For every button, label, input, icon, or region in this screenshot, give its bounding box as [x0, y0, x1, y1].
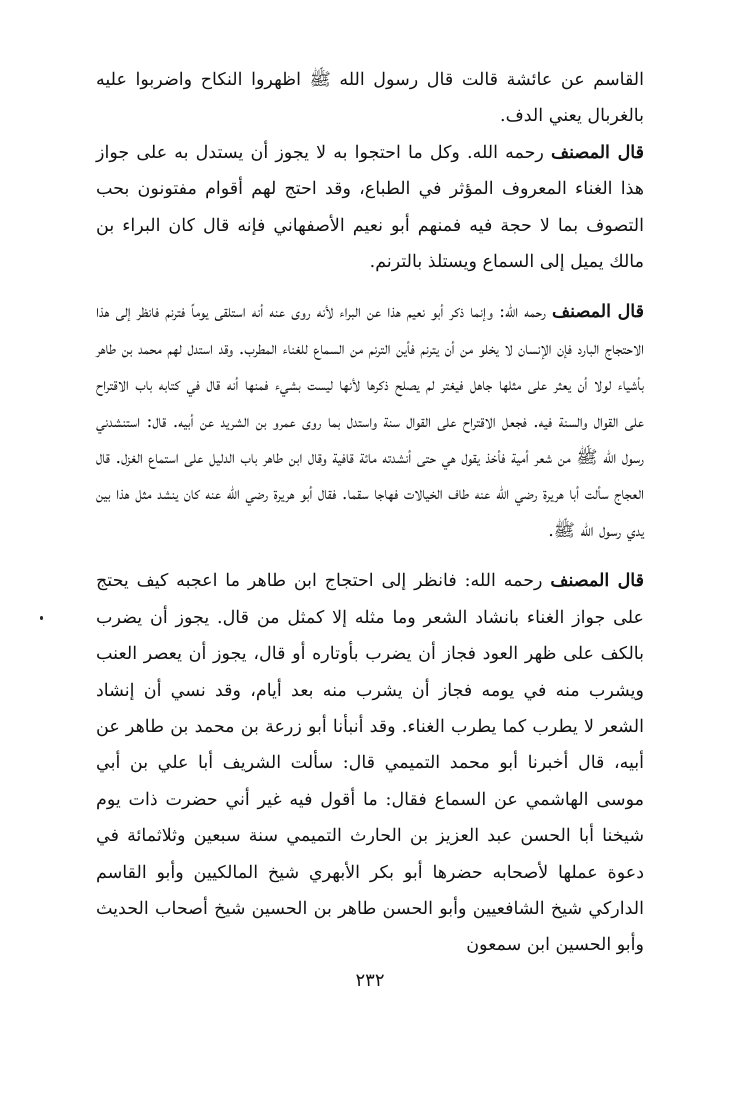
- margin-mark: [40, 616, 43, 620]
- paragraph-3-text: رحمه الله: وإنما ذكر أبو نعيم هذا عن البراء لأنه روى عنه أنه استلقى يوماً فترنم فانظر إلى هذا الاحتجاج البارد فإن الإنسان لا يخلو من أن يترنم فأين الترنم من السماع للغناء المطرب. وقد استدل لهم محمد بن طاهر بأشياء لولا أن يعثر على مثلها جاهل فيغتر لم يصلح ذكرها لأنها ليست بشيء فمنها أنه قال في كتابه باب الاقتراح على القوال والسنة فيه. فجعل الاقتراح على القوال سنة واستدل بما روى عمرو بن الشريد عن أبيه. قال: استنشدني رسول الله ﷺ من شعر أمية فأخذ يقول هي حتى أنشدته مائة قافية وقال ابن طاهر باب الدليل على استماع الغزل. قال العجاج سألت أبا هريرة رضي الله عنه طاف الخيالات فهاجا سقما. فقال أبو هريرة رضي الله عنه كان ينشد مثل هذا بين يدي رسول الله ﷺ.: [96, 302, 644, 541]
- paragraph-4-text: رحمه الله: فانظر إلى احتجاج ابن طاهر ما اعجبه كيف يحتج على جواز الغناء بانشاد الشعر وما مثله إلا كمثل من قال. يجوز أن يضرب بالكف على ظهر العود فجاز أن يضرب بأوتاره أو قال، يجوز أن يعصر العنب ويشرب منه في يومه فجاز أن يشرب منه بعد أيام، وقد نسي أن إنشاد الشعر لا يطرب كما يطرب الغناء. وقد أنبأنا أبو زرعة بن محمد بن طاهر عن أبيه، قال أخبرنا أبو محمد التميمي قال: سألت الشريف أبا علي بن أبي موسى الهاشمي عن السماع فقال: ما أقول فيه غير أني حضرت ذات يوم شيخنا أبا الحسن عبد العزيز بن الحارث التميمي سنة سبعين وثلاثمائة في دعوة عملها لأصحابه حضرها أبو بكر الأبهري شيخ المالكيين وأبو القاسم الداركي شيخ الشافعيين وأبو الحسن طاهر بن الحسين شيخ أصحاب الحديث وأبو الحسين ابن سمعون: [96, 571, 644, 956]
- paragraph-4: [96, 563, 644, 963]
- paragraph-2: [96, 135, 644, 281]
- paragraph-spacer: [96, 280, 644, 294]
- paragraph-spacer: [96, 549, 644, 563]
- paragraph-2-lead: قال المصنف: [551, 142, 645, 163]
- paragraph-1-text: القاسم عن عائشة قالت قال رسول الله ﷺ اظهروا النكاح واضربوا عليه بالغربال يعني الدف.: [96, 70, 644, 127]
- paragraph-1: [96, 62, 644, 135]
- paragraph-3: [96, 294, 644, 549]
- page-body: [96, 62, 644, 964]
- paragraph-4-lead: قال المصنف: [550, 571, 645, 592]
- paragraph-2-text: رحمه الله. وكل ما احتجوا به لا يجوز أن يستدل به على جواز هذا الغناء المعروف المؤثر في الطباع، وقد احتج لهم أقوام مفتونون بحب التصوف بما لا حجة فيه فمنهم أبو نعيم الأصفهاني فإنه قال كان البراء بن مالك يميل إلى السماع ويستلذ بالترنم.: [96, 142, 644, 273]
- page-number: ٢٣٢: [355, 970, 385, 991]
- paragraph-3-lead: قال المصنف: [552, 302, 644, 323]
